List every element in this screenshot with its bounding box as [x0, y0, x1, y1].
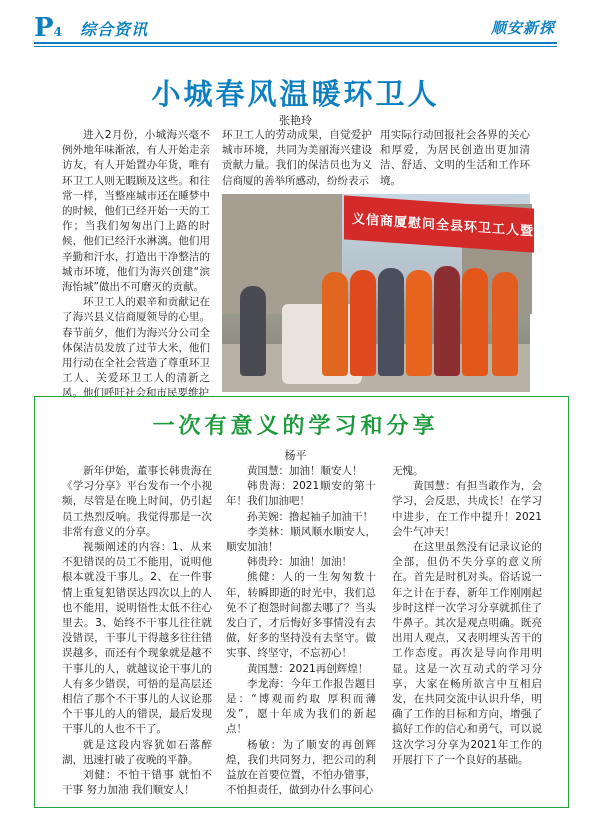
- paragraph: 新年伊始，董事长韩贵海在《学习分享》平台发布一个小视频，尽管是在晚上时间，仍引起员工热烈反响。我觉得那是一次非常有意义的分享。: [62, 465, 212, 538]
- page-number: P4: [34, 13, 62, 43]
- photo-person: [406, 270, 432, 376]
- article1-title: 小城春风温暖环卫人: [151, 77, 440, 111]
- photo-person: [240, 286, 266, 376]
- paragraph: 在这里虽然没有记录议论的全部，但仍不失分享的意义所在。首先是时机对头。俗话说一年之计在于春，新年工作刚刚起步时这样一次学习分享就抓住了牛鼻子。其次是观点明确。既亮出用人观点，又表明埋头苦干的工作态度。再次是导向作用明显。这是一次互动式的学习分享，大家在畅所欲言中互相启发，在共同交流中认识升华，明确了工作的目标和方向，增强了搞好工作的信心和勇气，可以说这次学习分享为2021年工作的开展打下了一个良好的基础。: [392, 541, 542, 766]
- article1-column-2: [222, 128, 372, 189]
- paragraph: 李美林：顺风顺水顺安人，顺安加油！: [226, 525, 376, 554]
- section-title-right: 顺安新探: [490, 19, 555, 37]
- paragraph: 刘健：不怕干错事 就怕不干事 努力加油 我们顺安人！: [62, 769, 212, 797]
- article2-column-2: [226, 464, 376, 798]
- section-title-left: 综合资讯: [80, 20, 149, 39]
- article2-column-1: [62, 464, 212, 798]
- paragraph: 黄国慧：加油！顺安人！: [247, 465, 363, 477]
- photo-person: [350, 270, 376, 376]
- banner-text: 义信商厦慰问全县环卫工人暨春节送温暖: [352, 211, 604, 245]
- article2-title: 一次有意义的学习和分享: [152, 414, 439, 439]
- paragraph: 熊健：人的一生匆匆数十年，转瞬即逝的时光中，我们总免不了抱怨时间都去哪了？当头发白了，才后悔好多事情没有去做，好多的坚持没有去坚守。做实事、终坚守，不忘初心！: [226, 571, 376, 660]
- paragraph: 用实际行动回报社会各界的关心和厚爱，为居民创造出更加清洁、舒适、文明的生活和工作环境。: [380, 129, 530, 187]
- paragraph: 韩贵玲：加油！加油！: [247, 556, 352, 569]
- paragraph: 孙芙婉：撸起袖子加油干！: [247, 510, 373, 523]
- paragraph: 杨敏：为了顺安的再创辉煌，我们共同努力，把公司的利益放在首要位置，不怕办错事，不怕担责任，做到办什么事问心: [226, 738, 376, 797]
- header-divider: [34, 42, 557, 44]
- article1-author: 张艳玲: [279, 114, 312, 127]
- article2-author: 杨平: [284, 449, 307, 462]
- photo-person: [378, 268, 404, 376]
- paragraph: 李龙海：今年工作报告题目是：“博观而约取 厚积而薄发”，愿十年成为我们的新起点！: [226, 677, 376, 736]
- paragraph: 韩贵海：2021顺安的第十年！我们加油吧！: [226, 480, 376, 508]
- article1-photo: [222, 194, 604, 392]
- paragraph: 视频阐述的内容：1、从来不犯错误的员工不能用，说明他根本就没干事儿。2、在一件事情上重复犯错误达四次以上的人也不能用，说明悟性太低不往心里去。3、始终不干事儿往往就没错误，干事儿干得越多往往错误越多，而还有个现象就是越不干事儿的人，就越议论干事儿的人有多少错误，可悟的是高层还相信了那个不干事儿的人议论那个干事儿的人的错误，最后发现干事儿的人也不干了。: [62, 541, 212, 736]
- article2-column-3: [392, 464, 542, 768]
- header-divider-thin: [34, 46, 557, 47]
- photo-person: [434, 266, 460, 376]
- paragraph: 就是这段内容犹如石落醉湖，迅速打破了夜晚的平静。: [62, 738, 212, 766]
- paragraph: 黄国慧：有担当敢作为，会学习，会反思，共成长！在学习中进步，在工作中提升！2021会牛气冲天！: [392, 480, 542, 538]
- paragraph: 无愧。: [392, 465, 424, 477]
- photo-person: [492, 272, 518, 376]
- photo-person: [322, 272, 348, 376]
- photo-person: [462, 268, 488, 376]
- paragraph: 进入2月份，小城海兴毫不例外地年味渐浓，有人开始走亲访友，有人开始置办年货，唯有环卫工人则无暇顾及这些。和往常一样，当整座城市还在睡梦中的时候，他们已经开始一天的工作；当我们匆匆出门上路的时候，他们已经汗水淋漓。他们用辛勤和汗水，打造出干净整洁的城市环境，他们为海兴创建“滨海怡城”做出不可磨灭的贡献。: [62, 129, 210, 294]
- paragraph: 黄国慧：2021再创辉煌！: [247, 662, 369, 675]
- paragraph: 环卫工人的劳动成果，自觉爱护城市环境，共同为美丽海兴建设贡献力量。我们的保洁员也为义信商厦的善举所感动，纷纷表示: [222, 129, 372, 187]
- article1-column-3: [380, 128, 530, 189]
- paragraph: 环卫工人的艰辛和贡献记在了海兴县义信商厦领导的心里。春节前夕，他们为海兴分公司全体保洁员发放了过节大米，他们用行动在全社会营造了尊重环卫工人、关爱环卫工人的清新之风。他们呼吁社会和市民要维护: [62, 296, 210, 400]
- article1-column-1: [62, 128, 210, 402]
